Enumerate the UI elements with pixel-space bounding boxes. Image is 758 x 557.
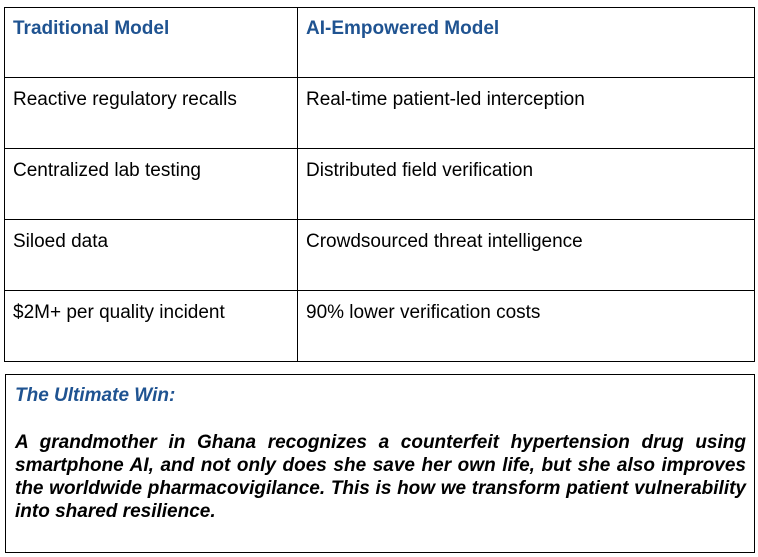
table-row	[5, 291, 755, 362]
callout-title: The Ultimate Win:	[15, 385, 176, 406]
table-row	[5, 78, 755, 149]
table-cell-traditional: Centralized lab testing	[5, 149, 298, 220]
header-traditional-model: Traditional Model	[5, 8, 298, 78]
ultimate-win-callout	[5, 374, 755, 553]
table-cell-traditional: Reactive regulatory recalls	[5, 78, 298, 149]
table-cell-ai: Distributed field verification	[298, 149, 755, 220]
table-header-row	[5, 8, 755, 78]
table-row	[5, 220, 755, 291]
table-cell-ai: Crowdsourced threat intelligence	[298, 220, 755, 291]
table-row	[5, 149, 755, 220]
header-ai-empowered-model: AI-Empowered Model	[298, 8, 755, 78]
callout-body: A grandmother in Ghana recognizes a counterfeit hypertension drug using smartphone AI, and not only does she save her own life, but she also improves the worldwide pharmacovigilance. This is how we transform patient vulnerability into shared resilience.	[15, 432, 746, 522]
comparison-table	[4, 7, 755, 362]
table-cell-traditional: Siloed data	[5, 220, 298, 291]
table-cell-traditional: $2M+ per quality incident	[5, 291, 298, 362]
table-cell-ai: 90% lower verification costs	[298, 291, 755, 362]
table-cell-ai: Real-time patient-led interception	[298, 78, 755, 149]
